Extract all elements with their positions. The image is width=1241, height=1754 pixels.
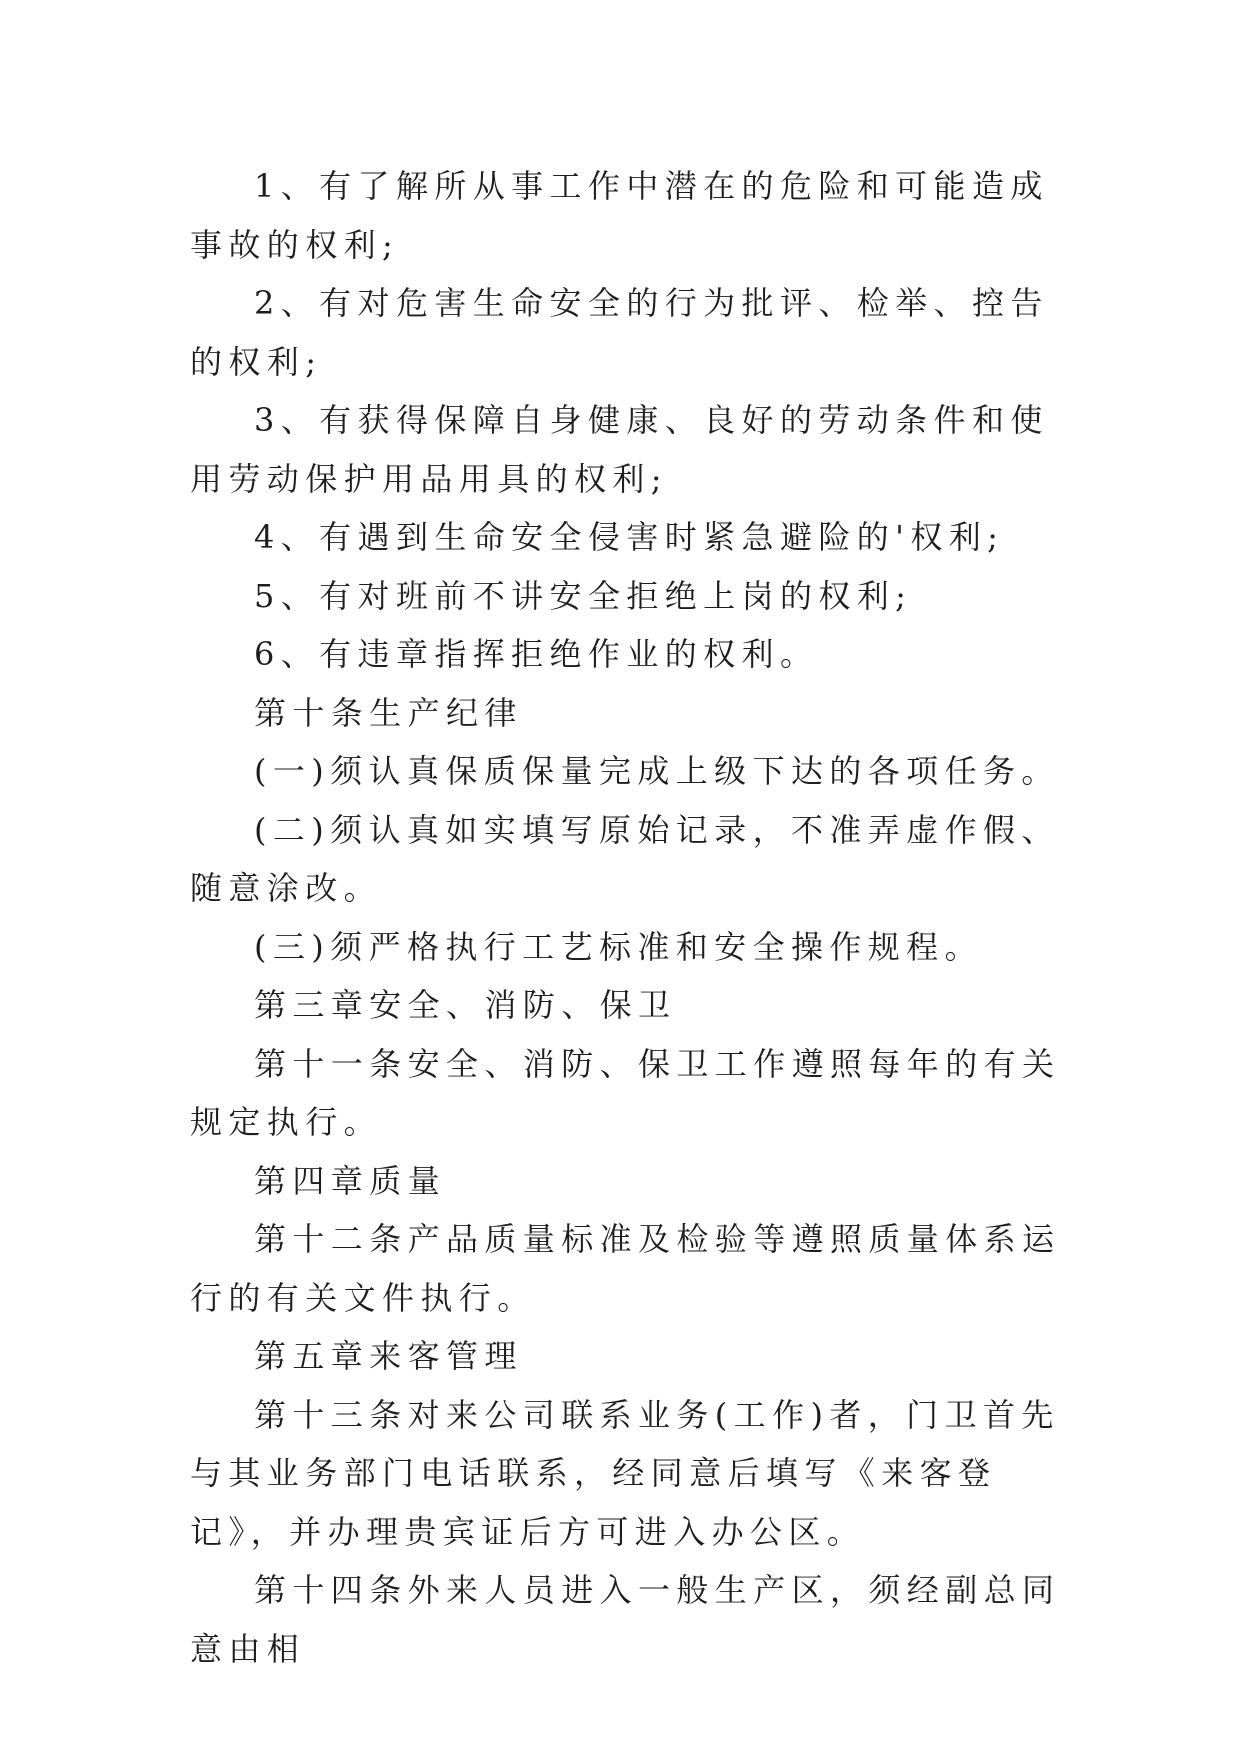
document-body <box>190 157 1070 1678</box>
paragraph-right-1: 1、有了解所从事工作中潜在的危险和可能造成事故的权利; <box>190 167 1049 264</box>
paragraph-right-3: 3、有获得保障自身健康、良好的劳动条件和使用劳动保护用品用具的权利; <box>190 401 1049 498</box>
article-12: 第十二条产品质量标准及检验等遵照质量体系运行的有关文件执行。 <box>190 1220 1061 1317</box>
article-13: 第十三条对来公司联系业务(工作)者，门卫首先与其业务部门电话联系，经同意后填写《来客登记》，并办理贵宾证后方可进入办公区。 <box>190 1395 1060 1551</box>
article-10-heading: 第十条生产纪律 <box>254 693 523 732</box>
chapter-4-heading: 第四章质量 <box>254 1161 447 1200</box>
discipline-item-2: (二)须认真如实填写原始记录，不准弄虚作假、随意涂改。 <box>190 810 1060 907</box>
chapter-5-heading: 第五章来客管理 <box>254 1337 523 1375</box>
discipline-item-1: (一)须认真保质保量完成上级下达的各项任务。 <box>254 752 1060 790</box>
article-11: 第十一条安全、消防、保卫工作遵照每年的有关规定执行。 <box>190 1044 1061 1141</box>
chapter-3-heading: 第三章安全、消防、保卫 <box>254 986 677 1024</box>
paragraph-right-6: 6、有违章指挥拒绝作业的权利。 <box>254 635 819 673</box>
paragraph-right-2: 2、有对危害生命安全的行为批评、检举、控告的权利; <box>190 284 1049 381</box>
paragraph-right-4: 4、有遇到生命安全侵害时紧急避险的'权利; <box>254 518 1005 556</box>
article-14: 第十四条外来人员进入一般生产区，须经副总同意由相 <box>190 1571 1061 1668</box>
paragraph-right-5: 5、有对班前不讲安全拒绝上岗的权利; <box>254 576 913 615</box>
discipline-item-3: (三)须严格执行工艺标准和安全操作规程。 <box>254 927 983 966</box>
